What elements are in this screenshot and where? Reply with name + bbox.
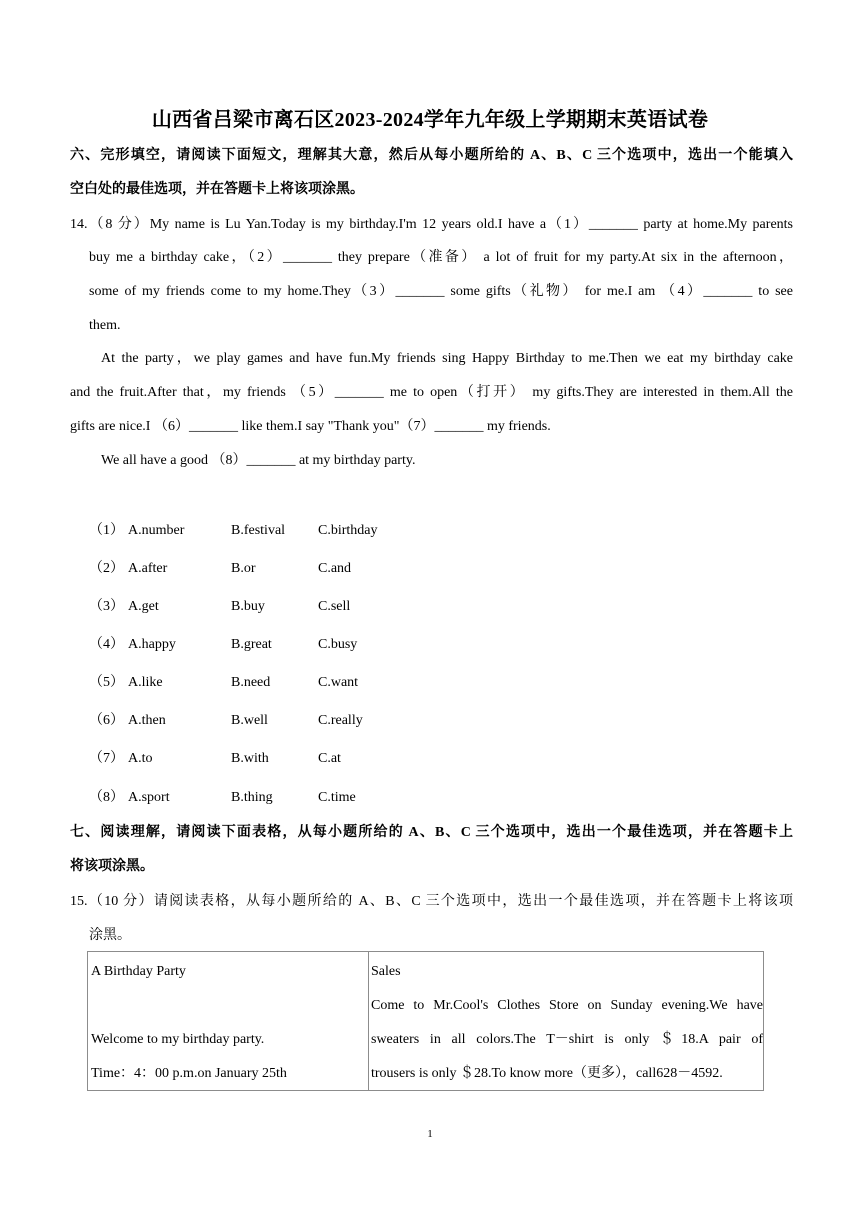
left-cell-birthday-party (88, 952, 369, 1091)
option-number: （3） (89, 599, 124, 614)
q14-passage-line: buy me a birthday cake，（2）_______ they prepare（准备） a lot of fruit for my party.At six in the afternoon， (89, 250, 793, 265)
left-cell-heading: A Birthday Party (91, 964, 186, 979)
q14-passage-line: 14.（8 分）My name is Lu Yan.Today is my birthday.I'm 12 years old.I have a（1）_______ party at home.My parents (70, 217, 793, 232)
option-number: （1） (89, 523, 124, 538)
q15-info-table (87, 951, 764, 1091)
q14-passage-line: We all have a good （8）_______ at my birthday party. (101, 453, 416, 468)
option-a[interactable]: A.sport (128, 790, 170, 805)
option-c[interactable]: C.and (318, 561, 352, 576)
right-cell-line: Come to Mr.Cool's Clothes Store on Sunday evening.We have (371, 998, 763, 1013)
option-a[interactable]: A.then (128, 713, 166, 728)
q15-prompt-line1: 15.（10 分）请阅读表格，从每小题所给的 A、B、C 三个选项中，选出一个最佳选项，并在答题卡上将该项 (70, 894, 793, 909)
q15-prompt-line2: 涂黑。 (89, 928, 131, 943)
option-a[interactable]: A.number (128, 523, 185, 538)
page-title: 山西省吕梁市离石区2023-2024学年九年级上学期期末英语试卷 (151, 109, 709, 131)
option-b[interactable]: B.well (231, 713, 268, 728)
q14-passage-line: and the fruit.After that，my friends （5）_______ me to open（打开） my gifts.They are interested in them.All the (70, 385, 793, 400)
q14-passage-line: At the party，we play games and have fun.My friends sing Happy Birthday to me.Then we eat my birthday cake (101, 351, 793, 366)
option-a[interactable]: A.get (128, 599, 159, 614)
option-c[interactable]: C.at (318, 751, 341, 766)
right-cell-line: sweaters in all colors.The T－shirt is only ＄18.A pair of (371, 1032, 763, 1047)
section7-instruction-line2: 将该项涂黑。 (70, 859, 154, 874)
right-cell-sales (369, 952, 764, 1091)
section7-instruction-line1: 七、阅读理解，请阅读下面表格，从每小题所给的 A、B、C 三个选项中，选出一个最佳选项，并在答题卡上 (70, 825, 793, 840)
option-b[interactable]: B.buy (231, 599, 265, 614)
option-b[interactable]: B.with (231, 751, 269, 766)
option-number: （7） (89, 751, 124, 766)
option-c[interactable]: C.time (318, 790, 356, 805)
option-number: （5） (89, 675, 124, 690)
option-c[interactable]: C.really (318, 713, 363, 728)
q14-passage-line: them. (89, 318, 121, 333)
option-a[interactable]: A.after (128, 561, 168, 576)
option-a[interactable]: A.like (128, 675, 163, 690)
option-number: （4） (89, 637, 124, 652)
option-b[interactable]: B.festival (231, 523, 286, 538)
option-b[interactable]: B.thing (231, 790, 273, 805)
right-cell-heading: Sales (371, 964, 401, 979)
right-cell-line: trousers is only ＄28.To know more（更多），call628－4592. (371, 1066, 723, 1081)
option-c[interactable]: C.birthday (318, 523, 378, 538)
option-c[interactable]: C.want (318, 675, 359, 690)
option-number: （6） (89, 713, 124, 728)
left-cell-welcome: Welcome to my birthday party. (91, 1032, 265, 1047)
option-number: （2） (89, 561, 124, 576)
option-number: （8） (89, 790, 124, 805)
option-a[interactable]: A.to (128, 751, 153, 766)
option-c[interactable]: C.sell (318, 599, 351, 614)
left-cell-time: Time：4：00 p.m.on January 25th (91, 1066, 287, 1081)
section6-instruction-line2: 空白处的最佳选项，并在答题卡上将该项涂黑。 (70, 182, 364, 197)
q14-passage-line: gifts are nice.I （6）_______ like them.I say "Thank you"（7）_______ my friends. (70, 419, 551, 434)
option-a[interactable]: A.happy (128, 637, 176, 652)
section6-instruction-line1: 六、完形填空，请阅读下面短文，理解其大意，然后从每小题所给的 A、B、C 三个选项中，选出一个能填入 (70, 148, 793, 163)
option-b[interactable]: B.need (231, 675, 271, 690)
option-b[interactable]: B.or (231, 561, 256, 576)
page-number: 1 (427, 1128, 433, 1140)
option-b[interactable]: B.great (231, 637, 272, 652)
q14-passage-line: some of my friends come to my home.They（3）_______ some gifts（礼物） for me.I am （4）_______ to see (89, 284, 793, 299)
option-c[interactable]: C.busy (318, 637, 358, 652)
